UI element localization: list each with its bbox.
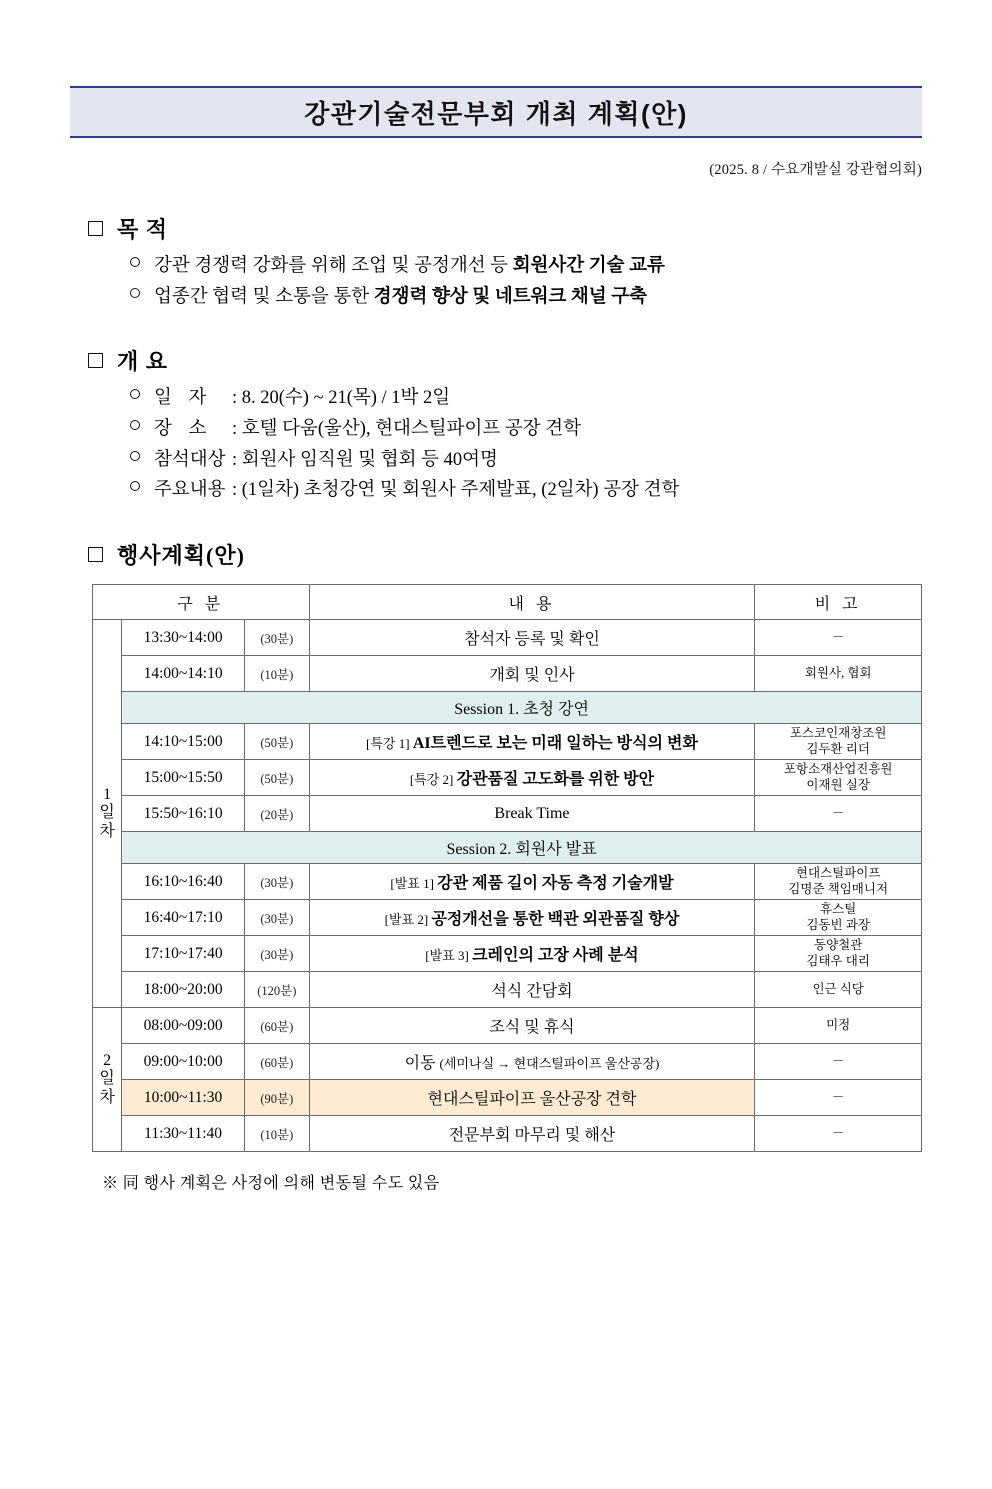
row-content: 이동 (세미나실 → 현대스틸파이프 울산공장) <box>309 1044 755 1080</box>
row-time: 15:50~16:10 <box>122 796 245 832</box>
table-row <box>93 760 922 796</box>
row-duration: (50분) <box>245 724 310 760</box>
row-note: 포스코인재창조원 김두환 리더 <box>755 724 922 760</box>
table-header-row <box>93 585 922 620</box>
section-schedule-heading <box>88 539 922 570</box>
table-row <box>93 620 922 656</box>
row-duration: (30분) <box>245 864 310 900</box>
row-time: 14:10~15:00 <box>122 724 245 760</box>
row-duration: (10분) <box>245 1116 310 1152</box>
row-duration: (30분) <box>245 936 310 972</box>
section-purpose <box>70 213 922 311</box>
purpose-item-text: 강관 경쟁력 강화를 위해 조업 및 공정개선 등 회원사간 기술 교류 <box>154 256 665 276</box>
row-duration: (30분) <box>245 900 310 936</box>
section-overview-list <box>130 384 922 505</box>
table-row <box>93 1008 922 1044</box>
row-content: [특강 1] AI트렌드로 보는 미래 일하는 방식의 변화 <box>309 724 755 760</box>
row-duration: (10분) <box>245 656 310 692</box>
list-item <box>130 283 922 312</box>
row-content: Break Time <box>309 796 755 832</box>
row-duration: (60분) <box>245 1008 310 1044</box>
document-subtitle: (2025. 8 / 수요개발실 강관협의회) <box>709 162 922 178</box>
row-time: 14:00~14:10 <box>122 656 245 692</box>
row-duration: (60분) <box>245 1044 310 1080</box>
row-note: － <box>755 796 922 832</box>
overview-value: : 회원사 임직원 및 협회 등 40여명 <box>232 449 498 470</box>
row-note: － <box>755 1116 922 1152</box>
section-purpose-title: 목 적 <box>117 217 169 242</box>
table-row <box>93 864 922 900</box>
overview-label: 주요내용 <box>154 480 226 501</box>
row-content: 석식 간담회 <box>309 972 755 1008</box>
table-row <box>93 724 922 760</box>
schedule-table <box>92 584 922 1152</box>
row-content: 참석자 등록 및 확인 <box>309 620 755 656</box>
row-content: 현대스틸파이프 울산공장 견학 <box>309 1080 755 1116</box>
session-2-label: Session 2. 회원사 발표 <box>122 832 922 864</box>
circle-bullet-icon <box>130 288 140 298</box>
row-time: 11:30~11:40 <box>122 1116 245 1152</box>
row-note: 현대스틸파이프 김명준 책임매니저 <box>755 864 922 900</box>
list-item <box>130 476 922 505</box>
session-header-row <box>93 832 922 864</box>
square-bullet-icon <box>88 353 103 368</box>
table-row <box>93 972 922 1008</box>
row-content: [발표 2] 공정개선을 통한 백관 외관품질 향상 <box>309 900 755 936</box>
circle-bullet-icon <box>130 389 140 399</box>
list-item <box>130 415 922 444</box>
column-header-content: 내 용 <box>309 585 755 620</box>
overview-label: 장 소 <box>154 419 213 440</box>
row-note: 미정 <box>755 1008 922 1044</box>
row-note: － <box>755 1080 922 1116</box>
row-time: 10:00~11:30 <box>122 1080 245 1116</box>
document-title-bar <box>70 86 922 138</box>
row-time: 08:00~09:00 <box>122 1008 245 1044</box>
row-time: 16:40~17:10 <box>122 900 245 936</box>
list-item <box>130 446 922 475</box>
row-content: [발표 1] 강관 제품 길이 자동 측정 기술개발 <box>309 864 755 900</box>
overview-value: : (1일차) 초청강연 및 회원사 주제발표, (2일차) 공장 견학 <box>232 480 680 501</box>
circle-bullet-icon <box>130 451 140 461</box>
session-header-row <box>93 692 922 724</box>
list-item <box>130 384 922 413</box>
row-time: 09:00~10:00 <box>122 1044 245 1080</box>
row-note: 동양철관 김태우 대리 <box>755 936 922 972</box>
table-row <box>93 936 922 972</box>
row-time: 13:30~14:00 <box>122 620 245 656</box>
section-schedule-title: 행사계획(안) <box>117 543 245 569</box>
row-duration: (90분) <box>245 1080 310 1116</box>
row-note: 휴스틸 김동빈 과장 <box>755 900 922 936</box>
row-duration: (120분) <box>245 972 310 1008</box>
page-title: 강관기술전문부회 개최 계획(안) <box>304 98 688 129</box>
day2-label: 2 일 차 <box>93 1008 122 1152</box>
column-header-division: 구 분 <box>93 585 310 620</box>
row-content: [발표 3] 크레인의 고장 사례 분석 <box>309 936 755 972</box>
session-1-label: Session 1. 초청 강연 <box>122 692 922 724</box>
row-content: 전문부회 마무리 및 해산 <box>309 1116 755 1152</box>
row-time: 17:10~17:40 <box>122 936 245 972</box>
row-time: 18:00~20:00 <box>122 972 245 1008</box>
row-duration: (30분) <box>245 620 310 656</box>
table-row <box>93 1116 922 1152</box>
row-time: 16:10~16:40 <box>122 864 245 900</box>
column-header-note: 비 고 <box>755 585 922 620</box>
document-page <box>0 86 992 1489</box>
row-note: 인근 식당 <box>755 972 922 1008</box>
overview-value: : 호텔 다움(울산), 현대스틸파이프 공장 견학 <box>232 419 582 440</box>
table-row <box>93 796 922 832</box>
table-row <box>93 1044 922 1080</box>
schedule-table-wrap <box>92 584 922 1152</box>
section-overview-title: 개 요 <box>117 349 169 375</box>
table-row <box>93 900 922 936</box>
table-row <box>93 656 922 692</box>
square-bullet-icon <box>88 547 103 562</box>
row-time: 15:00~15:50 <box>122 760 245 796</box>
section-overview <box>70 345 922 505</box>
list-item <box>130 252 922 281</box>
section-purpose-heading <box>88 213 922 244</box>
overview-value: : 8. 20(수) ~ 21(목) / 1박 2일 <box>232 388 451 409</box>
circle-bullet-icon <box>130 257 140 267</box>
row-content: [특강 2] 강관품질 고도화를 위한 방안 <box>309 760 755 796</box>
schedule-footnote: ※ 同 행사 계획은 사정에 의해 변동될 수도 있음 <box>102 1175 440 1193</box>
day1-label: 1 일 차 <box>93 620 122 1008</box>
row-content: 개회 및 인사 <box>309 656 755 692</box>
row-duration: (20분) <box>245 796 310 832</box>
row-note: 포항소재산업진흥원 이재원 실장 <box>755 760 922 796</box>
table-row <box>93 1080 922 1116</box>
section-schedule <box>70 539 922 1193</box>
overview-label: 참석대상 <box>154 449 226 470</box>
circle-bullet-icon <box>130 420 140 430</box>
row-note: － <box>755 1044 922 1080</box>
overview-label: 일 자 <box>154 388 213 409</box>
section-purpose-list <box>130 252 922 311</box>
square-bullet-icon <box>88 221 103 236</box>
row-note: － <box>755 620 922 656</box>
circle-bullet-icon <box>130 481 140 491</box>
row-content: 조식 및 휴식 <box>309 1008 755 1044</box>
row-duration: (50분) <box>245 760 310 796</box>
purpose-item-text: 업종간 협력 및 소통을 통한 경쟁력 향상 및 네트워크 채널 구축 <box>154 286 648 307</box>
row-note: 회원사, 협회 <box>755 656 922 692</box>
section-overview-heading <box>88 345 922 376</box>
